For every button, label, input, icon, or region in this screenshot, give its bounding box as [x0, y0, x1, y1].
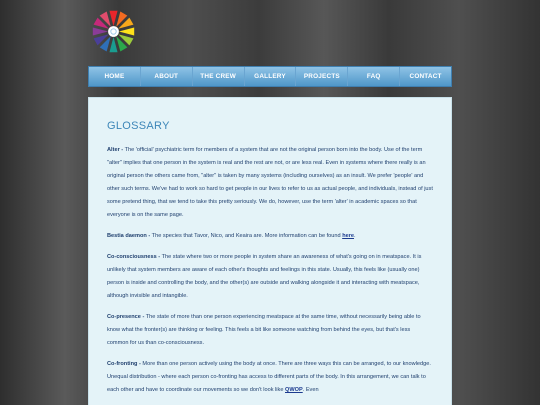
- logo-petal: [93, 27, 108, 35]
- entry-text: The state of more than one person experiencing meatspace at the same time, without necessarily being able to know what the fronter(s) are thinking or feeling. This feels a bit like someone watching from behind the eyes, but that's less common for us than co-consciousness.: [107, 314, 421, 346]
- nav-about[interactable]: ABOUT: [141, 67, 193, 86]
- nav-the-crew[interactable]: THE CREW: [193, 67, 245, 86]
- main-nav: [88, 66, 452, 87]
- logo-petal: [109, 11, 117, 26]
- entry-term: Co-fronting -: [107, 361, 141, 367]
- entry-term: Alter -: [107, 147, 124, 153]
- here-link[interactable]: here: [342, 233, 355, 239]
- entry-text: The 'official' psychiatric term for members of a system that are not the original person born into the body. Use of the term "alter" implies that one person in the system is real and the rest are not, or are less real. Even in systems where there really is an original person the others came from, "alter" is taken by many systems (including ourselves) as an insult. We prefer 'people' and other such terms. We've had to work so hard to get people in our lives to refer to us as actual people, and individuals, instead of just some pretend thing, that we tend to take this pretty seriously. We do, however, use the term 'alter' in academic spaces so that everyone is on the same page.: [107, 147, 433, 218]
- nav-projects[interactable]: PROJECTS: [296, 67, 348, 86]
- entry-term: Co-consciousness -: [107, 254, 161, 260]
- nav-faq[interactable]: FAQ: [348, 67, 400, 86]
- glossary-entry-alter: [107, 144, 433, 222]
- nav-home[interactable]: HOME: [89, 67, 141, 86]
- page-title: GLOSSARY: [107, 120, 170, 132]
- glossary-entry-co-presence: [107, 311, 433, 350]
- entry-term: Co-presence -: [107, 314, 145, 320]
- entry-text-end: . Even: [302, 387, 319, 393]
- nav-gallery[interactable]: GALLERY: [245, 67, 297, 86]
- entry-text: The species that Tavor, Nico, and Keaira are. More information can be found: [150, 233, 343, 239]
- logo-icon[interactable]: [91, 9, 136, 54]
- entry-text-end: .: [354, 233, 356, 239]
- entry-term: Bestia daemon -: [107, 233, 151, 239]
- entry-text: More than one person actively using the body at once. There are three ways this can be arranged, to our knowledge. Unequal distribution - where each person co-fronting has access to different parts of the body. In this arrangement, we can talk to each other and have to coordinate our movements so we don't look like: [107, 361, 431, 393]
- glossary-panel: [88, 97, 452, 405]
- glossary-entry-co-consciousness: [107, 251, 433, 303]
- glossary-entry-bestia-daemon: [107, 230, 433, 243]
- entry-text: The state where two or more people in system share an awareness of what's going on in meatspace. It is unlikely that system members are aware of each other's thoughts and feelings in this state. Usually, this feels like (usually one) person is inside and controlling the body, and the other(s) are outside and walking alongside it and interacting with meatspace, although invisible and intangible.: [107, 254, 422, 299]
- logo-center: [108, 26, 119, 37]
- logo-petal: [109, 37, 117, 52]
- qwop-link[interactable]: QWOP: [285, 387, 303, 393]
- glossary-entry-co-fronting: [107, 358, 433, 397]
- logo-petal: [119, 27, 134, 35]
- nav-contact[interactable]: CONTACT: [409, 73, 442, 80]
